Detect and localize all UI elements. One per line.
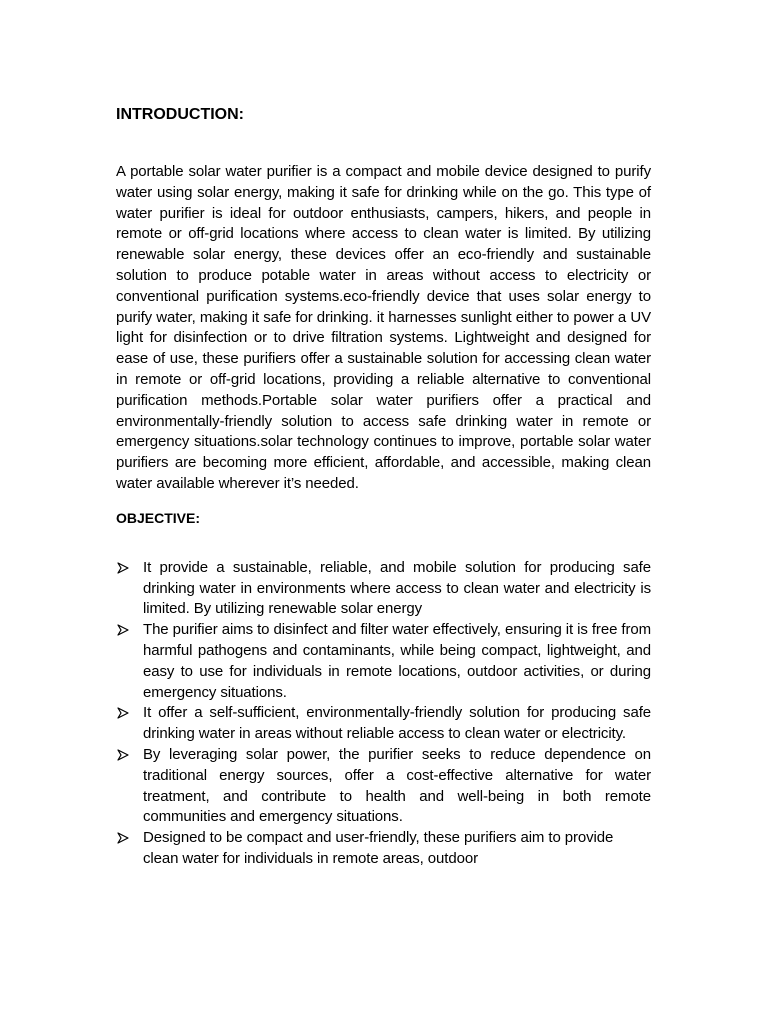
objective-heading: OBJECTIVE:	[116, 509, 201, 526]
arrowhead-bullet-icon	[116, 703, 130, 723]
objective-item	[116, 828, 651, 870]
objective-item	[116, 620, 651, 703]
arrowhead-bullet-icon	[116, 558, 130, 578]
document-page	[116, 104, 651, 870]
objective-item-text: It provide a sustainable, reliable, and mobile solution for producing safe drinking water in environments where access to clean water and electricity is limited. By utilizing renewable solar energy	[143, 558, 651, 618]
objective-item	[116, 745, 651, 828]
objective-item-text: It offer a self-sufficient, environmentally-friendly solution for producing safe drinking water in areas without reliable access to clean water or electricity.	[143, 704, 651, 743]
arrowhead-bullet-icon	[116, 620, 130, 640]
objective-list	[116, 558, 651, 870]
objective-item	[116, 558, 651, 620]
objective-item-text: By leveraging solar power, the purifier seeks to reduce dependence on traditional energy sources, offer a cost-effective alternative for water treatment, and contribute to health and well-being in both remote communities and emergency situations.	[143, 745, 651, 826]
objective-item-text: The purifier aims to disinfect and filter water effectively, ensuring it is free from harmful pathogens and contaminants, while being compact, lightweight, and easy to use for individuals in remote locations, outdoor activities, or during emergency situations.	[143, 621, 651, 701]
introduction-paragraph: A portable solar water purifier is a compact and mobile device designed to purify water using solar energy, making it safe for drinking while on the go. This type of water purifier is ideal for outdoor enthusiasts, campers, hikers, and people in remote or off-grid locations where access to clean water is limited. By utilizing renewable solar energy, these devices offer an eco-friendly and sustainable solution to produce potable water in areas without access to electricity or conventional purification systems.eco-friendly device that uses solar energy to purify water, making it safe for drinking. it harnesses sunlight either to power a UV light for disinfection or to drive filtration systems. Lightweight and designed for ease of use, these purifiers offer a sustainable solution for accessing clean water in remote or off-grid locations, providing a reliable alternative to conventional purification methods.Portable solar water purifiers offer a practical and environmentally-friendly solution to access safe drinking water in remote or emergency situations.solar technology continues to improve, portable solar water purifiers are becoming more efficient, affordable, and accessible, making clean water available wherever it’s needed.	[116, 163, 651, 492]
introduction-heading: INTRODUCTION:	[116, 106, 244, 123]
arrowhead-bullet-icon	[116, 828, 130, 848]
arrowhead-bullet-icon	[116, 745, 130, 765]
objective-item-text: Designed to be compact and user-friendly, these purifiers aim to provide clean water for individuals in remote areas, outdoor	[143, 829, 614, 867]
objective-item	[116, 703, 651, 745]
